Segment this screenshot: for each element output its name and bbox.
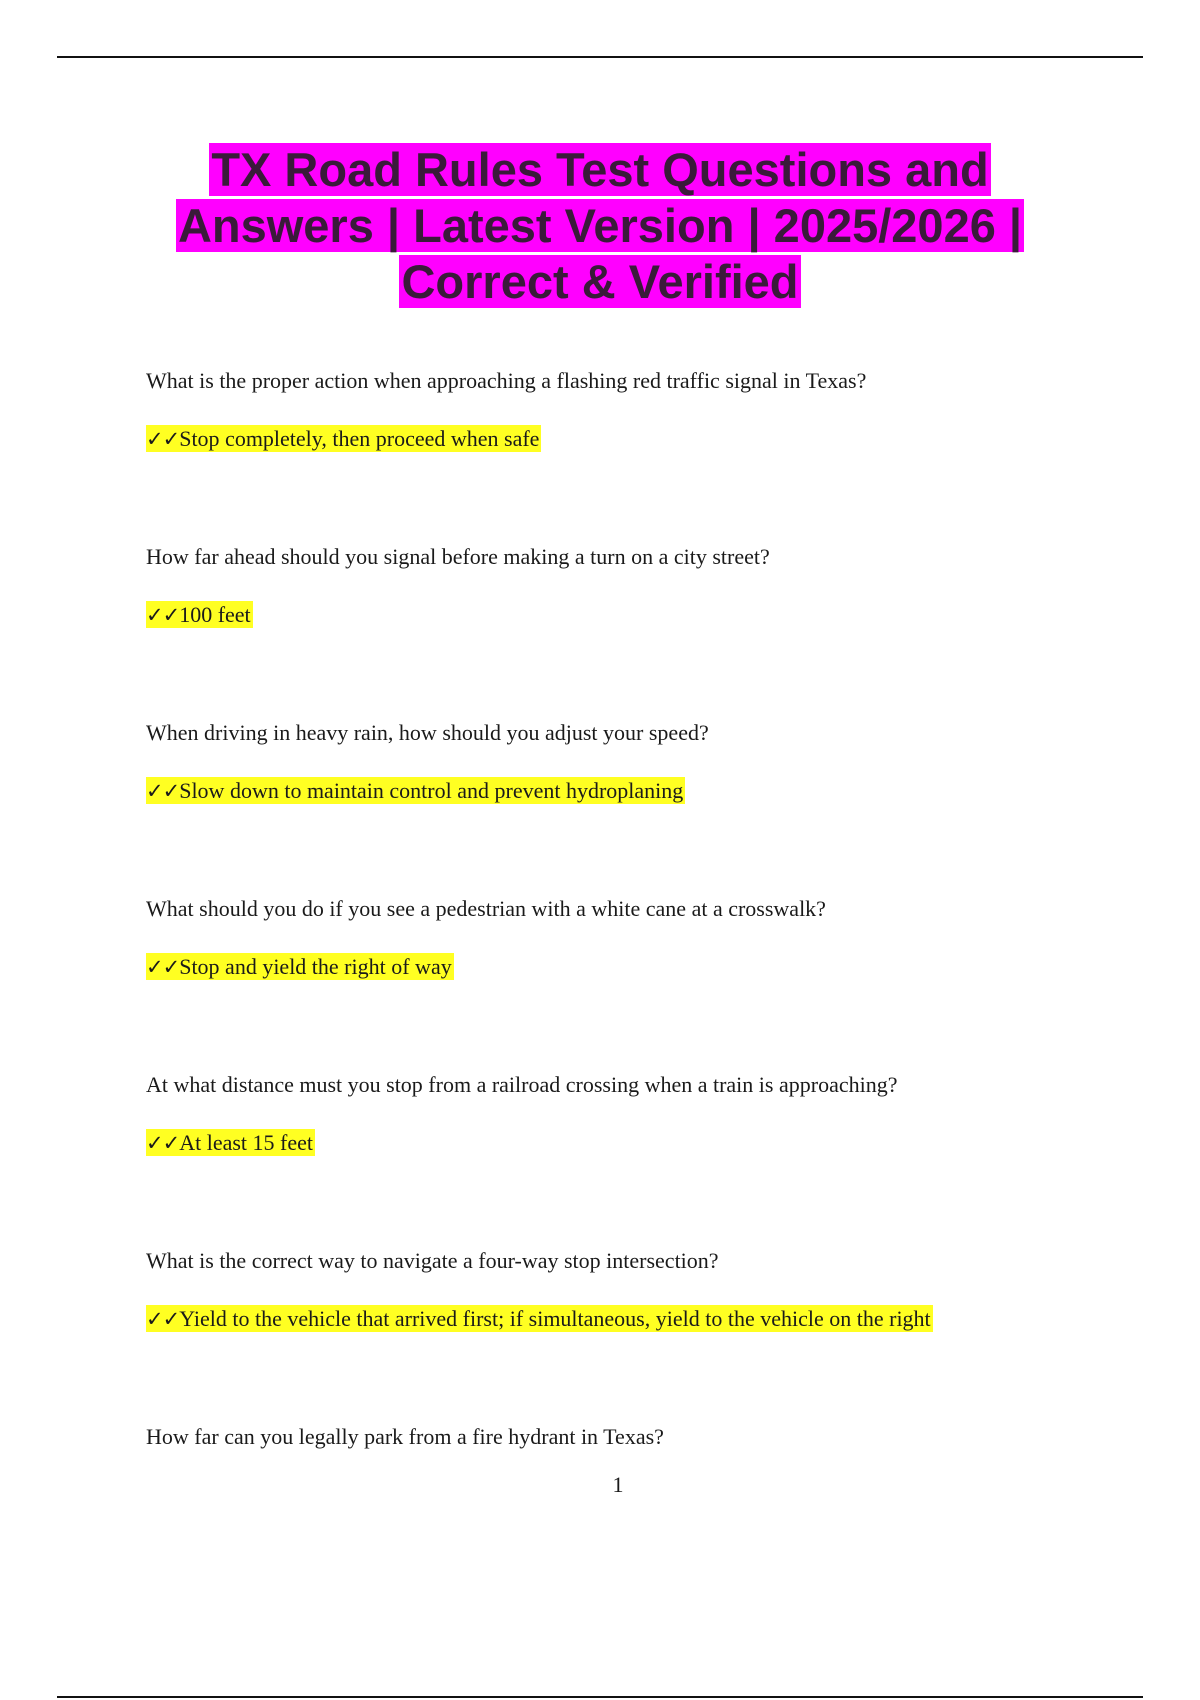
header-rule [57,56,1143,58]
answer-text: ✓✓Stop and yield the right of way [146,954,452,979]
qa-item [146,894,1066,982]
question-text: What is the proper action when approaching a flashing red traffic signal in Texas? [146,368,867,393]
title-line: Answers | Latest Version | 2025/2026 | [177,199,1023,252]
title-line: TX Road Rules Test Questions and [211,143,989,196]
double-check-icon: ✓✓ [146,1307,180,1331]
question-text: When driving in heavy rain, how should you adjust your speed? [146,720,709,745]
document-title [100,142,1100,310]
question-text: What is the correct way to navigate a four-way stop intersection? [146,1248,719,1273]
title-line: Correct & Verified [401,255,799,308]
answer-text: ✓✓100 feet [146,602,251,627]
footer-rule [57,1696,1143,1698]
qa-item [146,366,1066,454]
double-check-icon: ✓✓ [146,427,180,451]
qa-item [146,542,1066,630]
question-text: How far can you legally park from a fire hydrant in Texas? [146,1424,664,1449]
answer-text: ✓✓Yield to the vehicle that arrived first; if simultaneous, yield to the vehicle on the right [146,1306,931,1331]
double-check-icon: ✓✓ [146,1131,180,1155]
question-text: What should you do if you see a pedestrian with a white cane at a crosswalk? [146,896,826,921]
question-text: At what distance must you stop from a railroad crossing when a train is approaching? [146,1072,898,1097]
answer-text: ✓✓At least 15 feet [146,1130,313,1155]
answer-text: ✓✓Stop completely, then proceed when safe [146,426,540,451]
page-number: 1 [612,1472,624,1497]
double-check-icon: ✓✓ [146,955,180,979]
qa-item [146,718,1066,806]
question-text: How far ahead should you signal before making a turn on a city street? [146,544,770,569]
answer-text: ✓✓Slow down to maintain control and prevent hydroplaning [146,778,684,803]
qa-item [146,1422,1066,1452]
qa-item [146,1246,1066,1334]
qa-item [146,1070,1066,1158]
double-check-icon: ✓✓ [146,779,180,803]
double-check-icon: ✓✓ [146,603,180,627]
